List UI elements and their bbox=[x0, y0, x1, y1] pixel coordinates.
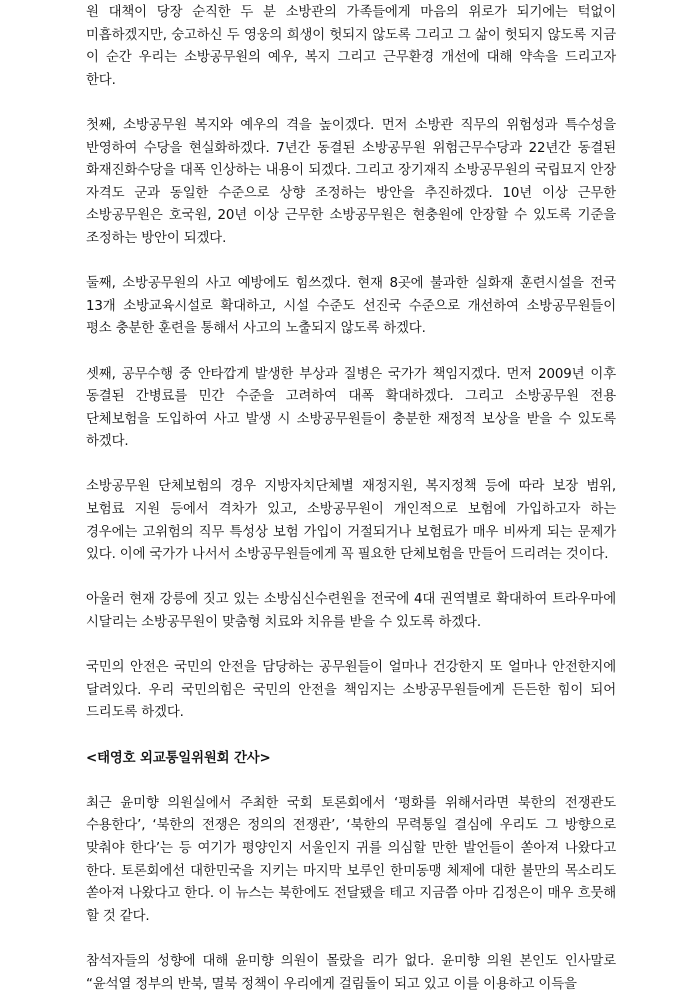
paragraph-1: 원 대책이 당장 순직한 두 분 소방관의 가족들에게 마음의 위로가 되기에는 턱없이 미흡하겠지만, 숭고하신 두 영웅의 희생이 헛되지 않도록 그리고 그 삶이 헛되지 않도록 지금 이 순간 우리는 소방공무원의 예우, 복지 그리고 근무환경 개선에 대해 약속을 드리고자 한다. bbox=[86, 5, 616, 88]
paragraph-9: 참석자들의 성향에 대해 윤미향 의원이 몰랐을 리가 없다. 윤미향 의원 본인도 인사말로 “윤석열 정부의 반북, 멸북 정책이 우리에게 걸림돌이 되고 있고 이를 이용하고 이득을 bbox=[86, 953, 616, 992]
paragraph-2: 첫째, 소방공무원 복지와 예우의 격을 높이겠다. 먼저 소방관 직무의 위험성과 특수성을 반영하여 수당을 현실화하겠다. 7년간 동결된 소방공무원 위험근무수당과 22년간 동결된 화재진화수당을 대폭 인상하는 내용이 되겠다. 그리고 장기재직 소방공무원의 국립묘지 안장 자격도 군과 동일한 수준으로 상향 조정하는 방안을 추진하겠다. 10년 이상 근무한 소방공무원은 호국원, 20년 이상 근무한 소방공무원은 현충원에 안장할 수 있도록 기준을 조정하는 방안이 되겠다. bbox=[86, 117, 616, 246]
paragraph-7: 국민의 안전은 국민의 안전을 담당하는 공무원들이 얼마나 건강한지 또 얼마나 안전한지에 달려있다. 우리 국민의힘은 국민의 안전을 책임지는 소방공무원들에게 든든한 힘이 되어 드리도록 하겠다. bbox=[86, 660, 616, 721]
paragraph-5: 소방공무원 단체보험의 경우 지방자치단체별 재정지원, 복지정책 등에 따라 보장 범위, 보험료 지원 등에서 격차가 있고, 소방공무원이 개인적으로 보험에 가입하고자 하는 경우에는 고위험의 직무 특성상 보험 가입이 거절되거나 보험료가 매우 비싸게 되는 문제가 있다. 이에 국가가 나서서 소방공무원들에게 꼭 필요한 단체보험을 만들어 드리려는 것이다. bbox=[86, 479, 616, 563]
paragraph-4: 셋째, 공무수행 중 안타깝게 발생한 부상과 질병은 국가가 책임지겠다. 먼저 2009년 이후 동결된 간병료를 민간 수준을 고려하여 대폭 확대하겠다. 그리고 소방공무원 전용 단체보험을 도입하여 사고 발생 시 소방공무원들이 충분한 재정적 보상을 받을 수 있도록 하겠다. bbox=[86, 366, 616, 450]
paragraph-3: 둘째, 소방공무원의 사고 예방에도 힘쓰겠다. 현재 8곳에 불과한 실화재 훈련시설을 전국 13개 소방교육시설로 확대하고, 시설 수준도 선진국 수준으로 개선하여 소방공무원들이 평소 충분한 훈련을 통해서 사고의 노출되지 않도록 하겠다. bbox=[86, 276, 616, 337]
section-heading: <태영호 외교통일위원회 간사> bbox=[86, 750, 271, 766]
paragraph-8: 최근 윤미향 의원실에서 주최한 국회 토론회에서 ‘평화를 위해서라면 북한의 전쟁관도 수용한다’, ‘북한의 전쟁은 정의의 전쟁관’, ‘북한의 무력통일 결심에 우리도 그 방향으로 맞춰야 한다’는 등 여기가 평양인지 서울인지 귀를 의심할 만한 발언들이 쏟아져 나왔다고 한다. 토론회에선 대한민국을 지키는 마지막 보루인 한미동맹 체제에 대한 불만의 목소리도 쏟아져 나왔다고 한다. 이 뉴스는 북한에도 전달됐을 테고 지금쯤 아마 김정은이 매우 흐뭇해 할 것 같다. bbox=[86, 795, 616, 924]
paragraph-6: 아울러 현재 강릉에 짓고 있는 소방심신수련원을 전국에 4대 권역별로 확대하여 트라우마에 시달리는 소방공무원이 맞춤형 치료와 치유를 받을 수 있도록 하겠다. bbox=[86, 592, 616, 631]
